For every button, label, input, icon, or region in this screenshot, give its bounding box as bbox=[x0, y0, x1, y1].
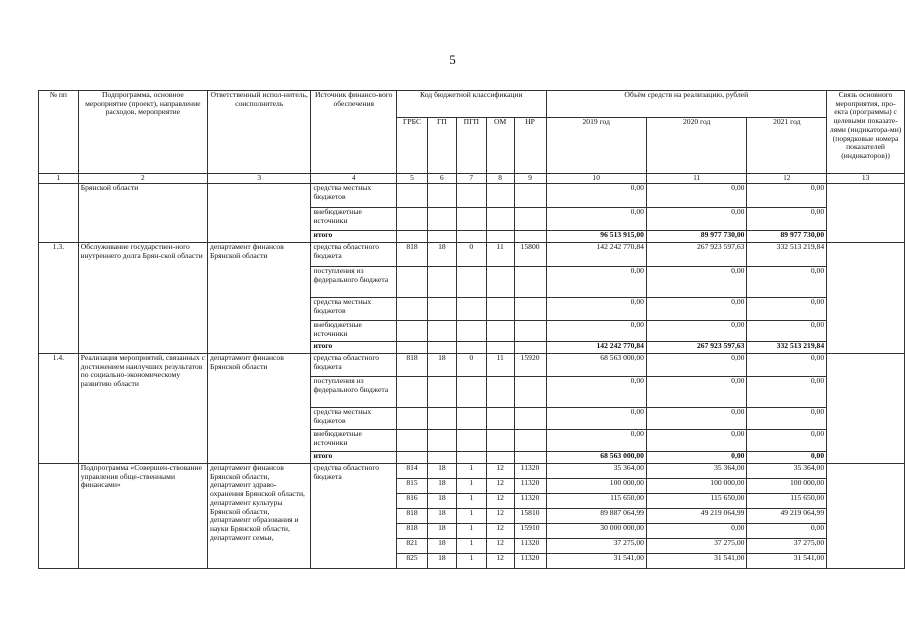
source-cell: итого bbox=[311, 342, 397, 354]
code-grbs: 816 bbox=[397, 494, 428, 509]
program-cell: Реализация мероприятий, связанных с достижением наилучших результатов по социально-экономическому развитию области bbox=[78, 354, 207, 464]
amount-cell: 0,00 bbox=[546, 184, 646, 208]
header-link: Связь основного мероприятия, про-екта (программы) с целевыми показате-лями (индикатора-ми) (порядковые номера показателей (индикаторов)) bbox=[827, 91, 905, 174]
source-cell: поступления из федерального бюджета bbox=[311, 377, 397, 408]
column-index: 1 bbox=[39, 174, 79, 184]
code-om: 12 bbox=[486, 524, 514, 539]
program-cell: Подпрограмма «Совершен-ствование управления обще-ственными финансами» bbox=[78, 464, 207, 569]
program-cell: Брянской области bbox=[78, 184, 207, 243]
code-om: 11 bbox=[486, 354, 514, 377]
code-om: 12 bbox=[486, 464, 514, 479]
code-gp: 18 bbox=[427, 539, 456, 554]
code-gp: 18 bbox=[427, 464, 456, 479]
amount-cell: 0,00 bbox=[546, 208, 646, 231]
amount-cell: 0,00 bbox=[546, 377, 646, 408]
header-2021: 2021 год bbox=[747, 118, 827, 174]
amount-cell: 31 541,00 bbox=[546, 554, 646, 569]
table-row bbox=[39, 243, 905, 267]
header-om: ОМ bbox=[486, 118, 514, 174]
code-grbs: 818 bbox=[397, 354, 428, 377]
source-cell: внебюджетные источники bbox=[311, 430, 397, 452]
amount-cell: 0,00 bbox=[646, 267, 746, 298]
code-grbs: 815 bbox=[397, 479, 428, 494]
program-cell: Обслуживание государствен-ного внутреннего долга Брян-ской области bbox=[78, 243, 207, 354]
amount-cell: 115 650,00 bbox=[546, 494, 646, 509]
link-cell bbox=[827, 184, 905, 243]
table-header bbox=[39, 91, 905, 184]
amount-cell: 30 000 000,00 bbox=[546, 524, 646, 539]
column-index: 10 bbox=[546, 174, 646, 184]
total-cell: 0,00 bbox=[747, 452, 827, 464]
code-grbs: 818 bbox=[397, 243, 428, 267]
amount-cell: 267 923 597,63 bbox=[646, 243, 746, 267]
column-index: 3 bbox=[207, 174, 310, 184]
source-cell: средства областного бюджета bbox=[311, 243, 397, 267]
row-number bbox=[39, 464, 79, 569]
amount-cell: 0,00 bbox=[747, 524, 827, 539]
link-cell bbox=[827, 464, 905, 569]
amount-cell: 31 541,00 bbox=[646, 554, 746, 569]
page-number: 5 bbox=[449, 52, 456, 67]
total-cell: 0,00 bbox=[646, 452, 746, 464]
column-index: 5 bbox=[397, 174, 428, 184]
amount-cell: 89 887 064,99 bbox=[546, 509, 646, 524]
amount-cell: 0,00 bbox=[646, 377, 746, 408]
amount-cell: 35 364,00 bbox=[546, 464, 646, 479]
row-number bbox=[39, 184, 79, 243]
total-cell: 142 242 770,84 bbox=[546, 342, 646, 354]
amount-cell: 0,00 bbox=[747, 321, 827, 342]
amount-cell: 0,00 bbox=[546, 321, 646, 342]
amount-cell: 0,00 bbox=[747, 298, 827, 321]
executor-cell bbox=[207, 184, 310, 243]
code-pgp: 0 bbox=[456, 243, 486, 267]
amount-cell: 0,00 bbox=[646, 321, 746, 342]
amount-cell: 115 650,00 bbox=[747, 494, 827, 509]
source-cell: внебюджетные источники bbox=[311, 208, 397, 231]
code-gp: 18 bbox=[427, 479, 456, 494]
amount-cell: 31 541,00 bbox=[747, 554, 827, 569]
row-number: 1.4. bbox=[39, 354, 79, 464]
executor-cell: департамент финансов Брянской области bbox=[207, 354, 310, 464]
source-cell: средства местных бюджетов bbox=[311, 184, 397, 208]
header-n: № пп bbox=[39, 91, 79, 174]
code-gp: 18 bbox=[427, 494, 456, 509]
budget-table bbox=[38, 90, 905, 569]
column-index: 9 bbox=[514, 174, 546, 184]
amount-cell: 68 563 000,00 bbox=[546, 354, 646, 377]
amount-cell: 0,00 bbox=[646, 298, 746, 321]
amount-cell: 35 364,00 bbox=[646, 464, 746, 479]
amount-cell: 0,00 bbox=[646, 408, 746, 430]
code-gp: 18 bbox=[427, 354, 456, 377]
code-nr: 15910 bbox=[514, 524, 546, 539]
column-index: 4 bbox=[311, 174, 397, 184]
amount-cell: 0,00 bbox=[747, 208, 827, 231]
header-2019: 2019 год bbox=[546, 118, 646, 174]
code-gp: 18 bbox=[427, 524, 456, 539]
source-cell: средства областного бюджета bbox=[311, 354, 397, 377]
code-grbs: 821 bbox=[397, 539, 428, 554]
amount-cell: 0,00 bbox=[546, 430, 646, 452]
amount-cell: 0,00 bbox=[747, 184, 827, 208]
link-cell bbox=[827, 243, 905, 354]
amount-cell: 142 242 770,84 bbox=[546, 243, 646, 267]
column-index: 12 bbox=[747, 174, 827, 184]
code-pgp: 1 bbox=[456, 554, 486, 569]
amount-cell: 0,00 bbox=[747, 377, 827, 408]
amount-cell: 0,00 bbox=[646, 430, 746, 452]
code-nr: 11320 bbox=[514, 464, 546, 479]
executor-cell: департамент финансов Брянской области bbox=[207, 243, 310, 354]
column-index: 8 bbox=[486, 174, 514, 184]
code-grbs: 814 bbox=[397, 464, 428, 479]
total-cell: 89 977 730,00 bbox=[747, 231, 827, 243]
amount-cell: 0,00 bbox=[747, 354, 827, 377]
header-grbs: ГРБС bbox=[397, 118, 428, 174]
code-om: 11 bbox=[486, 243, 514, 267]
column-index: 11 bbox=[646, 174, 746, 184]
code-nr: 15800 bbox=[514, 243, 546, 267]
code-pgp: 0 bbox=[456, 354, 486, 377]
header-2020: 2020 год bbox=[646, 118, 746, 174]
total-cell: 96 513 915,00 bbox=[546, 231, 646, 243]
table-row bbox=[39, 184, 905, 208]
amount-cell: 0,00 bbox=[546, 408, 646, 430]
header-nr: НР bbox=[514, 118, 546, 174]
amount-cell: 0,00 bbox=[646, 184, 746, 208]
source-cell: средства местных бюджетов bbox=[311, 298, 397, 321]
code-pgp: 1 bbox=[456, 464, 486, 479]
code-pgp: 1 bbox=[456, 494, 486, 509]
code-pgp: 1 bbox=[456, 479, 486, 494]
header-pgp: ПГП bbox=[456, 118, 486, 174]
code-om: 12 bbox=[486, 509, 514, 524]
amount-cell: 332 513 219,84 bbox=[747, 243, 827, 267]
code-om: 12 bbox=[486, 539, 514, 554]
amount-cell: 37 275,00 bbox=[646, 539, 746, 554]
source-cell: внебюджетные источники bbox=[311, 321, 397, 342]
code-grbs: 818 bbox=[397, 524, 428, 539]
total-cell: 267 923 597,63 bbox=[646, 342, 746, 354]
amount-cell: 100 000,00 bbox=[546, 479, 646, 494]
source-cell: итого bbox=[311, 452, 397, 464]
code-gp: 18 bbox=[427, 243, 456, 267]
source-cell: итого bbox=[311, 231, 397, 243]
amount-cell: 0,00 bbox=[546, 298, 646, 321]
amount-cell: 35 364,00 bbox=[747, 464, 827, 479]
column-index: 7 bbox=[456, 174, 486, 184]
code-nr: 11320 bbox=[514, 494, 546, 509]
column-index-row bbox=[39, 174, 905, 184]
amount-cell: 0,00 bbox=[747, 267, 827, 298]
total-cell: 68 563 000,00 bbox=[546, 452, 646, 464]
header-volume-group: Объём средств на реализацию, рублей bbox=[546, 91, 827, 118]
executor-cell: департамент финансов Брянской области, департамент здраво-охранения Брянской области, департамент культуры Брянской области, департамент образования и науки Брянской области, департамент семьи, bbox=[207, 464, 310, 569]
code-om: 12 bbox=[486, 554, 514, 569]
amount-cell: 49 219 064,99 bbox=[646, 509, 746, 524]
amount-cell: 37 275,00 bbox=[546, 539, 646, 554]
amount-cell: 0,00 bbox=[646, 524, 746, 539]
amount-cell: 37 275,00 bbox=[747, 539, 827, 554]
column-index: 6 bbox=[427, 174, 456, 184]
code-grbs: 825 bbox=[397, 554, 428, 569]
amount-cell: 49 219 064,99 bbox=[747, 509, 827, 524]
code-om: 12 bbox=[486, 479, 514, 494]
code-nr: 15920 bbox=[514, 354, 546, 377]
code-nr: 11320 bbox=[514, 554, 546, 569]
amount-cell: 0,00 bbox=[646, 354, 746, 377]
amount-cell: 0,00 bbox=[546, 267, 646, 298]
total-cell: 89 977 730,00 bbox=[646, 231, 746, 243]
code-pgp: 1 bbox=[456, 509, 486, 524]
header-code-group: Код бюджетной классификации bbox=[397, 91, 546, 118]
source-cell: средства местных бюджетов bbox=[311, 408, 397, 430]
header-gp: ГП bbox=[427, 118, 456, 174]
row-number: 1.3. bbox=[39, 243, 79, 354]
source-cell: поступления из федерального бюджета bbox=[311, 267, 397, 298]
link-cell bbox=[827, 354, 905, 464]
code-nr: 11320 bbox=[514, 539, 546, 554]
amount-cell: 100 000,00 bbox=[747, 479, 827, 494]
source-cell: средства областного бюджета bbox=[311, 464, 397, 569]
code-grbs: 818 bbox=[397, 509, 428, 524]
code-nr: 11320 bbox=[514, 479, 546, 494]
amount-cell: 0,00 bbox=[747, 408, 827, 430]
code-pgp: 1 bbox=[456, 524, 486, 539]
header-program: Подпрограмма, основное мероприятие (проект), направление расходов, мероприятие bbox=[78, 91, 207, 174]
code-om: 12 bbox=[486, 494, 514, 509]
amount-cell: 100 000,00 bbox=[646, 479, 746, 494]
code-gp: 18 bbox=[427, 554, 456, 569]
header-executor: Ответственный испол-нитель, соисполнитель bbox=[207, 91, 310, 174]
code-pgp: 1 bbox=[456, 539, 486, 554]
column-index: 2 bbox=[78, 174, 207, 184]
total-cell: 332 513 219,84 bbox=[747, 342, 827, 354]
code-nr: 15810 bbox=[514, 509, 546, 524]
amount-cell: 0,00 bbox=[646, 208, 746, 231]
amount-cell: 0,00 bbox=[747, 430, 827, 452]
column-index: 13 bbox=[827, 174, 905, 184]
table-row bbox=[39, 464, 905, 479]
header-source: Источник финансо-вого обеспечения bbox=[311, 91, 397, 174]
amount-cell: 115 650,00 bbox=[646, 494, 746, 509]
table-row bbox=[39, 354, 905, 377]
code-gp: 18 bbox=[427, 509, 456, 524]
